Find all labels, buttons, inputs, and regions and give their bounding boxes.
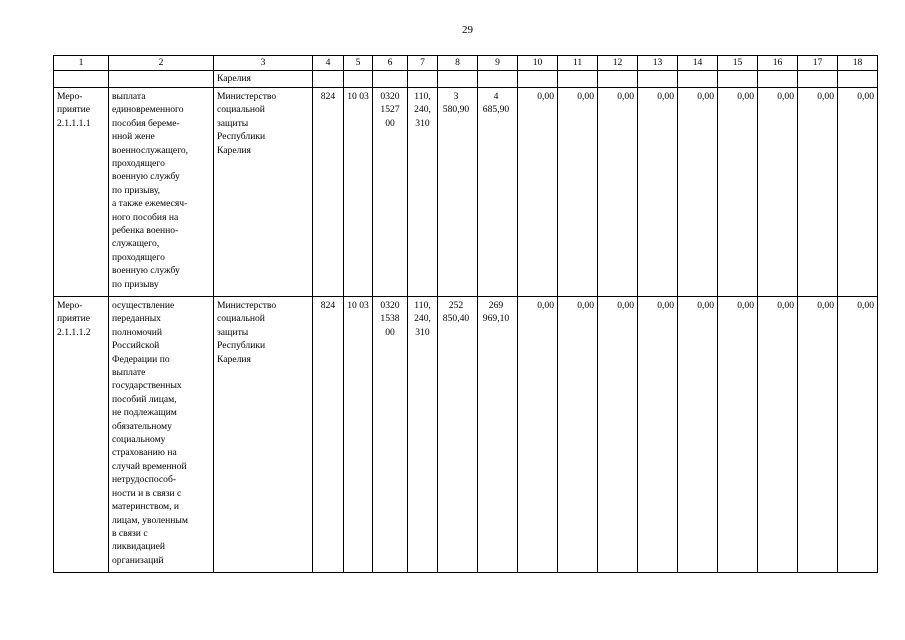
- amount-zero: 0,00: [678, 297, 718, 573]
- ministry-continuation: Карелия: [214, 71, 313, 88]
- amount-zero: 0,00: [518, 297, 558, 573]
- measure-id: Меро- приятие 2.1.1.1.1: [54, 88, 109, 297]
- code-col5: 10 03: [344, 297, 373, 573]
- header-cell: 4: [313, 56, 344, 71]
- header-cell: 8: [438, 56, 478, 71]
- amount-zero: 0,00: [838, 297, 878, 573]
- amount-zero: 0,00: [598, 88, 638, 297]
- measure-description: осуществление переданных полномочий Российской Федерации по выплате государственных пособий лицам, не подлежащим обязательному социальному страхованию на случай временной нетрудоспособ- ности и в связи с материнством, и лицам, уволенным в связи с ликвидацией организаций: [109, 297, 214, 573]
- code-col7: 110, 240, 310: [408, 297, 438, 573]
- amount-zero: 0,00: [718, 297, 758, 573]
- amount-zero: 0,00: [638, 297, 678, 573]
- amount-zero: 0,00: [598, 297, 638, 573]
- budget-table: [53, 55, 878, 573]
- code-col6: 0320 1538 00: [373, 297, 408, 573]
- amount-zero: 0,00: [798, 297, 838, 573]
- amount-zero: 0,00: [758, 88, 798, 297]
- header-cell: 12: [598, 56, 638, 71]
- amount-zero: 0,00: [798, 88, 838, 297]
- amount-zero: 0,00: [838, 88, 878, 297]
- code-col6: 0320 1527 00: [373, 88, 408, 297]
- page-number: 29: [462, 24, 473, 36]
- table-row: [54, 88, 878, 297]
- table-row: [54, 297, 878, 573]
- measure-id: Меро- приятие 2.1.1.1.2: [54, 297, 109, 573]
- continuation-row: [54, 71, 878, 88]
- amount-zero: 0,00: [558, 297, 598, 573]
- amount-col9: 269 969,10: [478, 297, 518, 573]
- code-col5: 10 03: [344, 88, 373, 297]
- code-col4: 824: [313, 88, 344, 297]
- code-col7: 110, 240, 310: [408, 88, 438, 297]
- amount-col9: 4 685,90: [478, 88, 518, 297]
- header-cell: 14: [678, 56, 718, 71]
- header-row: [54, 56, 878, 71]
- ministry-name: Министерство социальной защиты Республики Карелия: [214, 297, 313, 573]
- amount-zero: 0,00: [558, 88, 598, 297]
- header-cell: 13: [638, 56, 678, 71]
- measure-description: выплата единовременного пособия береме- нной жене военнослужащего, проходящего военную службу по призыву, а также ежемесяч- ного пособия на ребенка военно- служащего, проходящего военную службу по призыву: [109, 88, 214, 297]
- header-cell: 5: [344, 56, 373, 71]
- amount-zero: 0,00: [678, 88, 718, 297]
- header-cell: 3: [214, 56, 313, 71]
- header-cell: 18: [838, 56, 878, 71]
- header-cell: 2: [109, 56, 214, 71]
- amount-zero: 0,00: [638, 88, 678, 297]
- header-cell: 9: [478, 56, 518, 71]
- amount-zero: 0,00: [758, 297, 798, 573]
- header-cell: 11: [558, 56, 598, 71]
- header-cell: 10: [518, 56, 558, 71]
- amount-col8: 3 580,90: [438, 88, 478, 297]
- amount-col8: 252 850,40: [438, 297, 478, 573]
- amount-zero: 0,00: [518, 88, 558, 297]
- header-cell: 15: [718, 56, 758, 71]
- header-cell: 16: [758, 56, 798, 71]
- header-cell: 1: [54, 56, 109, 71]
- code-col4: 824: [313, 297, 344, 573]
- header-cell: 17: [798, 56, 838, 71]
- header-cell: 7: [408, 56, 438, 71]
- header-cell: 6: [373, 56, 408, 71]
- amount-zero: 0,00: [718, 88, 758, 297]
- ministry-name: Министерство социальной защиты Республики Карелия: [214, 88, 313, 297]
